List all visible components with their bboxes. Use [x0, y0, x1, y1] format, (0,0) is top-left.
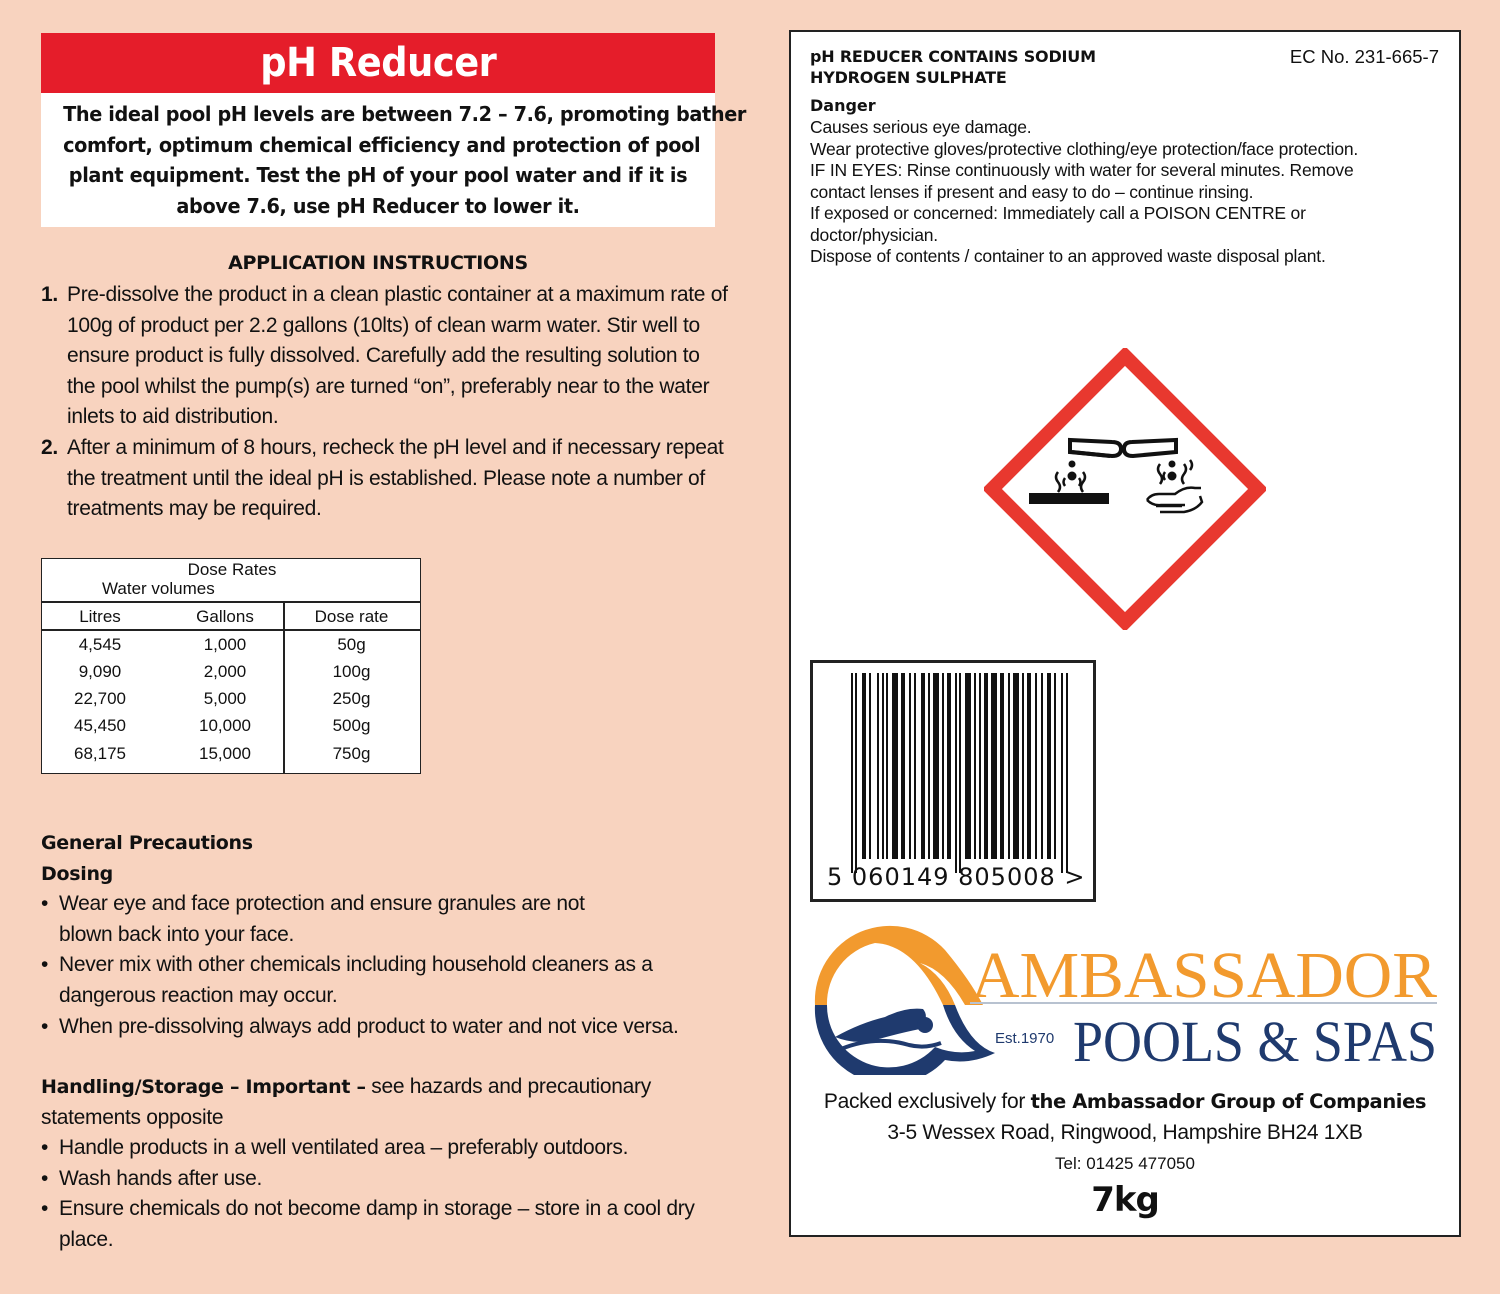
header-gallons: Gallons	[196, 607, 254, 626]
precautions-heading: General Precautions	[41, 832, 253, 854]
divider	[42, 629, 420, 631]
step-text: After a minimum of 8 hours, recheck the pH level and if necessary repeat the treatment until the ideal pH is established. Please note a number of treatments may be required.	[67, 435, 724, 521]
packed-for-line	[791, 1086, 1459, 1117]
contains-statement	[810, 46, 1096, 88]
cell-gallons: 2,000	[203, 662, 247, 681]
hazard-line: If exposed or concerned: Immediately call a POISON CENTRE or	[810, 203, 1306, 223]
hazard-line: doctor/physician.	[810, 224, 938, 245]
step-text: Pre-dissolve the product in a clean plastic container at a maximum rate of 100g of product per 2.2 gallons (10lts) of clean warm water. Stir well to ensure product is fully dissolved. Carefully add the resulting solution to the pool whilst the pump(s) are turned “on”, preferably near to the water inlets to aid distribution.	[67, 283, 728, 429]
dose-rate-table	[41, 558, 421, 774]
corrosive-ghs05-icon	[984, 348, 1266, 630]
cell-dose: 750g	[332, 744, 371, 763]
hazard-statements	[810, 117, 1450, 268]
cell-dose: 50g	[337, 635, 366, 654]
application-steps	[41, 280, 731, 525]
header-dose-rate: Dose rate	[314, 607, 389, 626]
table-subcaption: Water volumes	[102, 579, 215, 598]
packer-address: 3-5 Wessex Road, Ringwood, Hampshire BH24 1XB	[887, 1121, 1363, 1144]
cell-litres: 45,450	[74, 716, 126, 735]
cell-litres: 68,175	[74, 744, 126, 763]
dosing-subheading: Dosing	[41, 862, 113, 885]
list-item: • Ensure chemicals do not become damp in storage – store in a cool dry place.	[41, 1194, 711, 1255]
barcode-digits: 5 060149 805008 >	[827, 863, 1086, 891]
list-item: • Wear eye and face protection and ensure granules are not blown back into your face.	[41, 889, 586, 950]
cell-gallons: 1,000	[203, 635, 247, 654]
step-number: 1.	[41, 283, 58, 306]
product-title: pH Reducer	[259, 40, 497, 86]
handling-lead-text: see hazards and precautionary statements opposite	[41, 1075, 651, 1129]
step-number: 2.	[41, 435, 58, 459]
step-item	[41, 280, 731, 433]
intro-line: comfort, optimum chemical efficiency and protection of pool	[63, 132, 701, 157]
intro-line: The ideal pool pH levels are between 7.2 – 7.6, promoting bather	[63, 102, 747, 126]
packer-tel: Tel: 01425 477050	[1055, 1154, 1195, 1173]
contains-line: HYDROGEN SULPHATE	[810, 68, 1007, 87]
table-row	[42, 632, 420, 659]
application-heading: APPLICATION INSTRUCTIONS	[228, 252, 528, 274]
table-row	[42, 741, 420, 768]
handling-list	[41, 1133, 731, 1255]
handling-lead-bold: Handling/Storage – Important –	[41, 1076, 366, 1098]
hazard-line: contact lenses if present and easy to do – continue rinsing.	[810, 181, 1254, 202]
hazard-line: Dispose of contents / container to an approved waste disposal plant.	[810, 246, 1326, 266]
table-header-row	[42, 604, 420, 631]
packed-prefix: Packed exclusively for	[823, 1090, 1031, 1113]
contains-line: pH REDUCER CONTAINS SODIUM	[810, 47, 1096, 66]
intro-line: plant equipment. Test the pH of your pool water and if it is	[68, 163, 688, 187]
table-caption: Dose Rates	[187, 560, 277, 579]
intro-line: above 7.6, use pH Reducer to lower it.	[176, 193, 580, 218]
packer-info	[791, 1086, 1459, 1148]
cell-litres: 9,090	[78, 662, 122, 681]
cell-dose: 500g	[332, 716, 371, 735]
swimmer-icon	[835, 1009, 926, 1042]
hazard-line: Wear protective gloves/protective clothing/eye protection/face protection.	[810, 138, 1359, 159]
cell-gallons: 5,000	[203, 689, 247, 708]
ec-number: EC No. 231-665-7	[1289, 46, 1439, 67]
cell-dose: 100g	[332, 662, 371, 681]
safety-panel	[789, 30, 1461, 1237]
net-weight: 7kg	[1091, 1180, 1159, 1220]
table-row	[42, 713, 420, 740]
general-precautions	[41, 828, 731, 1042]
signal-word: Danger	[810, 96, 876, 115]
handling-storage	[41, 1072, 731, 1256]
handling-lead	[41, 1072, 731, 1133]
brand-established: Est.1970	[995, 1030, 1055, 1047]
cell-dose: 250g	[332, 689, 371, 708]
dosing-list	[41, 889, 731, 1042]
product-title-bar	[41, 33, 715, 93]
hazard-line: Causes serious eye damage.	[810, 117, 1032, 137]
hazard-line: IF IN EYES: Rinse continuously with water for several minutes. Remove	[810, 160, 1354, 180]
cell-litres: 4,545	[78, 635, 122, 654]
barcode-bars	[851, 673, 1073, 873]
divider	[42, 601, 420, 603]
logo-arc-orange	[815, 926, 983, 1005]
intro-box	[41, 93, 747, 227]
table-row	[42, 686, 420, 713]
cell-litres: 22,700	[74, 689, 126, 708]
step-item	[41, 433, 731, 525]
list-item: • Never mix with other chemicals including household cleaners as a dangerous reaction may occur.	[41, 950, 691, 1011]
barcode	[810, 660, 1096, 902]
packer-company: the Ambassador Group of Companies	[1030, 1090, 1427, 1113]
brand-line1: AMBASSADOR	[971, 939, 1437, 1012]
header-litres: Litres	[79, 607, 121, 626]
table-row	[42, 659, 420, 686]
cell-gallons: 10,000	[199, 716, 251, 735]
ambassador-logo	[805, 925, 1445, 1075]
list-item: • Handle products in a well ventilated area – preferably outdoors.	[41, 1133, 731, 1164]
cell-gallons: 15,000	[199, 744, 251, 763]
brand-line2: POOLS & SPAS	[1073, 1009, 1437, 1074]
list-item: • When pre-dissolving always add product to water and not vice versa.	[41, 1012, 731, 1043]
list-item: • Wash hands after use.	[41, 1164, 731, 1195]
